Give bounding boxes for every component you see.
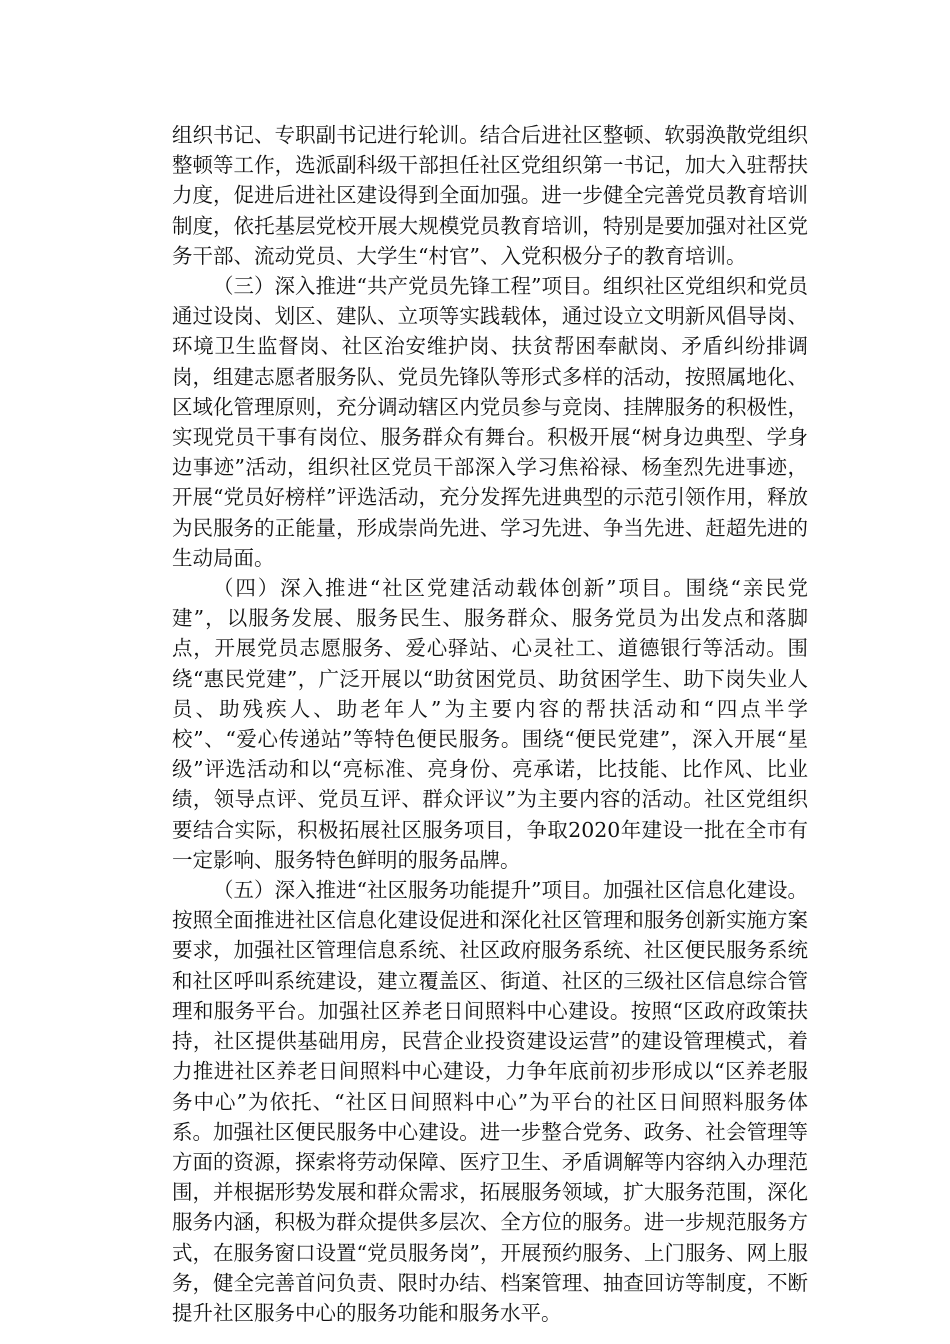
- document-body: [172, 120, 808, 1328]
- paragraph-section-5: （五）深入推进“社区服务功能提升”项目。加强社区信息化建设。按照全面推进社区信息化建设促进和深化社区管理和服务创新实施方案要求，加强社区管理信息系统、社区政府服务系统、社区便民服务系统和社区呼叫系统建设，建立覆盖区、街道、社区的三级社区信息综合管理和服务平台。加强社区养老日间照料中心建设。按照“区政府政策扶持，社区提供基础用房，民营企业投资建设运营”的建设管理模式，着力推进社区养老日间照料中心建设，力争年底前初步形成以“区养老服务中心”为依托、“社区日间照料中心”为平台的社区日间照料服务体系。加强社区便民服务中心建设。进一步整合党务、政务、社会管理等方面的资源，探索将劳动保障、医疗卫生、矛盾调解等内容纳入办理范围，并根据形势发展和群众需求，拓展服务领域，扩大服务范围，深化服务内涵，积极为群众提供多层次、全方位的服务。进一步规范服务方式，在服务窗口设置“党员服务岗”，开展预约服务、上门服务、网上服务，健全完善首问负责、限时办结、档案管理、抽查回访等制度，不断提升社区服务中心的服务功能和服务水平。: [172, 878, 808, 1325]
- paragraph-section-4: （四）深入推进“社区党建活动载体创新”项目。围绕“亲民党建”，以服务发展、服务民生、服务群众、服务党员为出发点和落脚点，开展党员志愿服务、爱心驿站、心灵社工、道德银行等活动。围绕“惠民党建”，广泛开展以“助贫困党员、助贫困学生、助下岗失业人员、助残疾人、助老年人”为主要内容的帮扶活动和“四点半学校”、“爱心传递站”等特色便民服务。围绕“便民党建”，深入开展“星级”评选活动和以“亮标准、亮身份、亮承诺，比技能、比作风、比业绩，领导点评、党员互评、群众评议”为主要内容的活动。社区党组织要结合实际，积极拓展社区服务项目，争取2020年建设一批在全市有一定影响、服务特色鲜明的服务品牌。: [172, 576, 808, 872]
- paragraph-continuation: 组织书记、专职副书记进行轮训。结合后进社区整顿、软弱涣散党组织整顿等工作，选派副科级干部担任社区党组织第一书记，加大入驻帮扶力度，促进后进社区建设得到全面加强。进一步健全完善党员教育培训制度，依托基层党校开展大规模党员教育培训，特别是要加强对社区党务干部、流动党员、大学生“村官”、入党积极分子的教育培训。: [172, 123, 808, 268]
- paragraph-section-3: （三）深入推进“共产党员先锋工程”项目。组织社区党组织和党员通过设岗、划区、建队、立项等实践载体，通过设立文明新风倡导岗、环境卫生监督岗、社区治安维护岗、扶贫帮困奉献岗、矛盾纠纷排调岗，组建志愿者服务队、党员先锋队等形式多样的活动，按照属地化、区域化管理原则，充分调动辖区内党员参与竞岗、挂牌服务的积极性，实现党员干事有岗位、服务群众有舞台。积极开展“树身边典型、学身边事迹”活动，组织社区党员干部深入学习焦裕禄、杨奎烈先进事迹，开展“党员好榜样”评选活动，充分发挥先进典型的示范引领作用，释放为民服务的正能量，形成崇尚先进、学习先进、争当先进、赶超先进的生动局面。: [172, 274, 808, 570]
